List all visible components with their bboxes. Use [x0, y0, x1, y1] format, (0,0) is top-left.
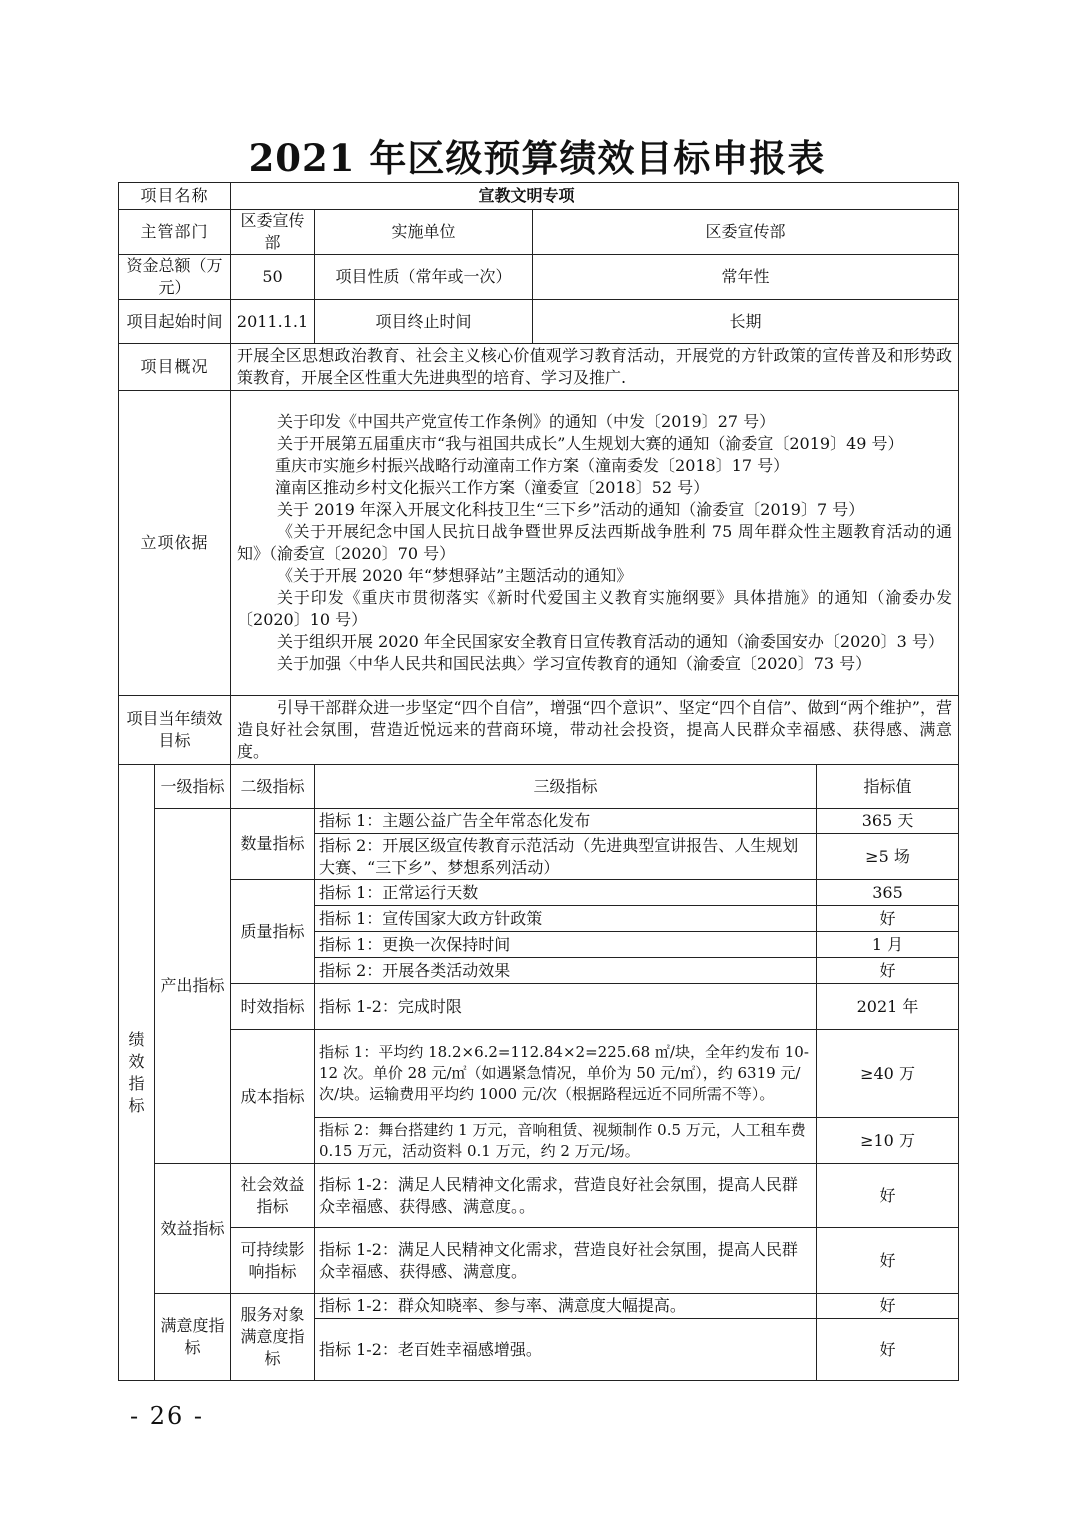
end-label: 项目终止时间 — [315, 300, 533, 344]
sustainability-label: 可持续影响指标 — [231, 1228, 315, 1294]
funds-value: 50 — [231, 255, 315, 300]
end-value: 长期 — [533, 300, 959, 344]
header-level1: 一级指标 — [155, 765, 231, 809]
header-level3: 三级指标 — [315, 765, 817, 809]
row-project-name — [119, 183, 959, 210]
quality-indicator-label: 质量指标 — [231, 880, 315, 984]
start-label: 项目起始时间 — [119, 300, 231, 344]
indicator-text: 指标 1：平均约 18.2×6.2=112.84×2=225.68 ㎡/块，全年约发布 10-12 次。单价 28 元/㎡（如遇紧急情况，单价为 50 元/㎡），约 6319 元/次/块。运输费用平均约 1000 元/次（根据路程远近不同所需不等）。 — [315, 1030, 817, 1118]
basis-item: 关于印发《重庆市贯彻落实《新时代爱国主义教育实施纲要》具体措施》的通知（渝委办发〔2020〕10 号） — [237, 588, 953, 629]
nature-value: 常年性 — [533, 255, 959, 300]
basis-item: 《关于开展 2020 年“梦想驿站”主题活动的通知》 — [277, 566, 633, 585]
indicator-text: 指标 1：主题公益广告全年常态化发布 — [315, 809, 817, 834]
table-row — [119, 1030, 959, 1118]
indicator-value: 好 — [817, 1228, 959, 1294]
indicator-text: 指标 1-2：群众知晓率、参与率、满意度大幅提高。 — [315, 1294, 817, 1319]
indicator-value: 好 — [817, 958, 959, 984]
table-row — [119, 984, 959, 1030]
basis-item: 《关于开展纪念中国人民抗日战争暨世界反法西斯战争胜利 75 周年群众性主题教育活动的通知》（渝委宣〔2020〕70 号） — [237, 522, 953, 563]
social-benefit-label: 社会效益指标 — [231, 1164, 315, 1228]
indicator-value: 好 — [817, 1319, 959, 1381]
project-name-value: 宣教文明专项 — [231, 183, 959, 210]
row-basis — [119, 391, 959, 696]
table-row — [119, 1294, 959, 1319]
indicator-value: 2021 年 — [817, 984, 959, 1030]
page-number: - 26 - — [130, 1402, 205, 1430]
quantity-indicator-label: 数量指标 — [231, 809, 315, 880]
goal-text: 引导干部群众进一步坚定“四个自信”，增强“四个意识”、坚定“四个自信”、做到“两个维护”，营造良好社会氛围，营造近悦远来的营商环境，带动社会投资，提高人民群众幸福感、获得感、满意度。 — [231, 696, 959, 765]
indicator-value: 365 — [817, 880, 959, 906]
header-value: 指标值 — [817, 765, 959, 809]
timeliness-indicator-label: 时效指标 — [231, 984, 315, 1030]
overview-label: 项目概况 — [119, 344, 231, 391]
basis-item: 关于组织开展 2020 年全民国家安全教育日宣传教育活动的通知（渝委国安办〔2020〕3 号） — [277, 632, 944, 651]
project-name-label: 项目名称 — [119, 183, 231, 210]
row-period — [119, 300, 959, 344]
indicator-text: 指标 1：更换一次保持时间 — [315, 932, 817, 958]
indicator-text: 指标 1-2：满足人民精神文化需求，营造良好社会氛围，提高人民群众幸福感、获得感、满意度。。 — [315, 1164, 817, 1228]
satisfaction-indicator-label: 满意度指标 — [155, 1294, 231, 1381]
dept-value: 区委宣传部 — [231, 210, 315, 255]
budget-performance-table — [118, 182, 959, 1381]
indicator-value: ≥5 场 — [817, 834, 959, 880]
indicator-value: ≥10 万 — [817, 1118, 959, 1164]
row-funds — [119, 255, 959, 300]
perf-header-row — [119, 765, 959, 809]
basis-label: 立项依据 — [119, 391, 231, 696]
funds-label: 资金总额（万元） — [119, 255, 231, 300]
indicator-text: 指标 2：开展区级宣传教育示范活动（先进典型宣讲报告、人生规划大赛、“三下乡”、梦想系列活动） — [315, 834, 817, 880]
row-department — [119, 210, 959, 255]
nature-label: 项目性质（常年或一次） — [315, 255, 533, 300]
basis-item: 关于开展第五届重庆市“我与祖国共成长”人生规划大赛的通知（渝委宣〔2019〕49 号） — [277, 434, 904, 453]
row-goal — [119, 696, 959, 765]
indicator-value: 好 — [817, 906, 959, 932]
indicator-value: 1 月 — [817, 932, 959, 958]
impl-value: 区委宣传部 — [533, 210, 959, 255]
table-row — [119, 880, 959, 906]
perf-label: 绩效指标 — [119, 765, 155, 1381]
indicator-value: 好 — [817, 1294, 959, 1319]
output-indicator-label: 产出指标 — [155, 809, 231, 1164]
table-row — [119, 809, 959, 834]
indicator-text: 指标 2：开展各类活动效果 — [315, 958, 817, 984]
indicator-text: 指标 1-2：老百姓幸福感增强。 — [315, 1319, 817, 1381]
basis-item: 关于 2019 年深入开展文化科技卫生“三下乡”活动的通知（渝委宣〔2019〕7 号） — [277, 500, 865, 519]
service-satisfaction-label: 服务对象满意度指标 — [231, 1294, 315, 1381]
basis-item: 关于加强〈中华人民共和国民法典〉学习宣传教育的通知（渝委宣〔2020〕73 号） — [277, 654, 872, 673]
indicator-text: 指标 2：舞台搭建约 1 万元，音响租赁、视频制作 0.5 万元，人工租车费 0.15 万元，活动资料 0.1 万元，约 2 万元/场。 — [315, 1118, 817, 1164]
table-row — [119, 1164, 959, 1228]
indicator-value: 365 天 — [817, 809, 959, 834]
header-level2: 二级指标 — [231, 765, 315, 809]
cost-indicator-label: 成本指标 — [231, 1030, 315, 1164]
start-value: 2011.1.1 — [231, 300, 315, 344]
goal-label: 项目当年绩效目标 — [119, 696, 231, 765]
basis-item: 重庆市实施乡村振兴战略行动潼南工作方案（潼南委发〔2018〕17 号） — [275, 456, 790, 475]
dept-label: 主管部门 — [119, 210, 231, 255]
table-row — [119, 1228, 959, 1294]
basis-list — [231, 391, 959, 696]
page-title: 2021 年区级预算绩效目标申报表 — [248, 136, 826, 180]
overview-text: 开展全区思想政治教育、社会主义核心价值观学习教育活动，开展党的方针政策的宣传普及和形势政策教育，开展全区性重大先进典型的培育、学习及推广. — [231, 344, 959, 391]
indicator-value: 好 — [817, 1164, 959, 1228]
benefit-indicator-label: 效益指标 — [155, 1164, 231, 1294]
indicator-text: 指标 1：正常运行天数 — [315, 880, 817, 906]
basis-item: 关于印发《中国共产党宣传工作条例》的通知（中发〔2019〕27 号） — [277, 412, 776, 431]
basis-item: 潼南区推动乡村文化振兴工作方案（潼委宣〔2018〕52 号） — [275, 478, 710, 497]
impl-label: 实施单位 — [315, 210, 533, 255]
indicator-text: 指标 1-2：完成时限 — [315, 984, 817, 1030]
indicator-value: ≥40 万 — [817, 1030, 959, 1118]
row-overview — [119, 344, 959, 391]
indicator-text: 指标 1-2：满足人民精神文化需求，营造良好社会氛围，提高人民群众幸福感、获得感、满意度。 — [315, 1228, 817, 1294]
indicator-text: 指标 1：宣传国家大政方针政策 — [315, 906, 817, 932]
